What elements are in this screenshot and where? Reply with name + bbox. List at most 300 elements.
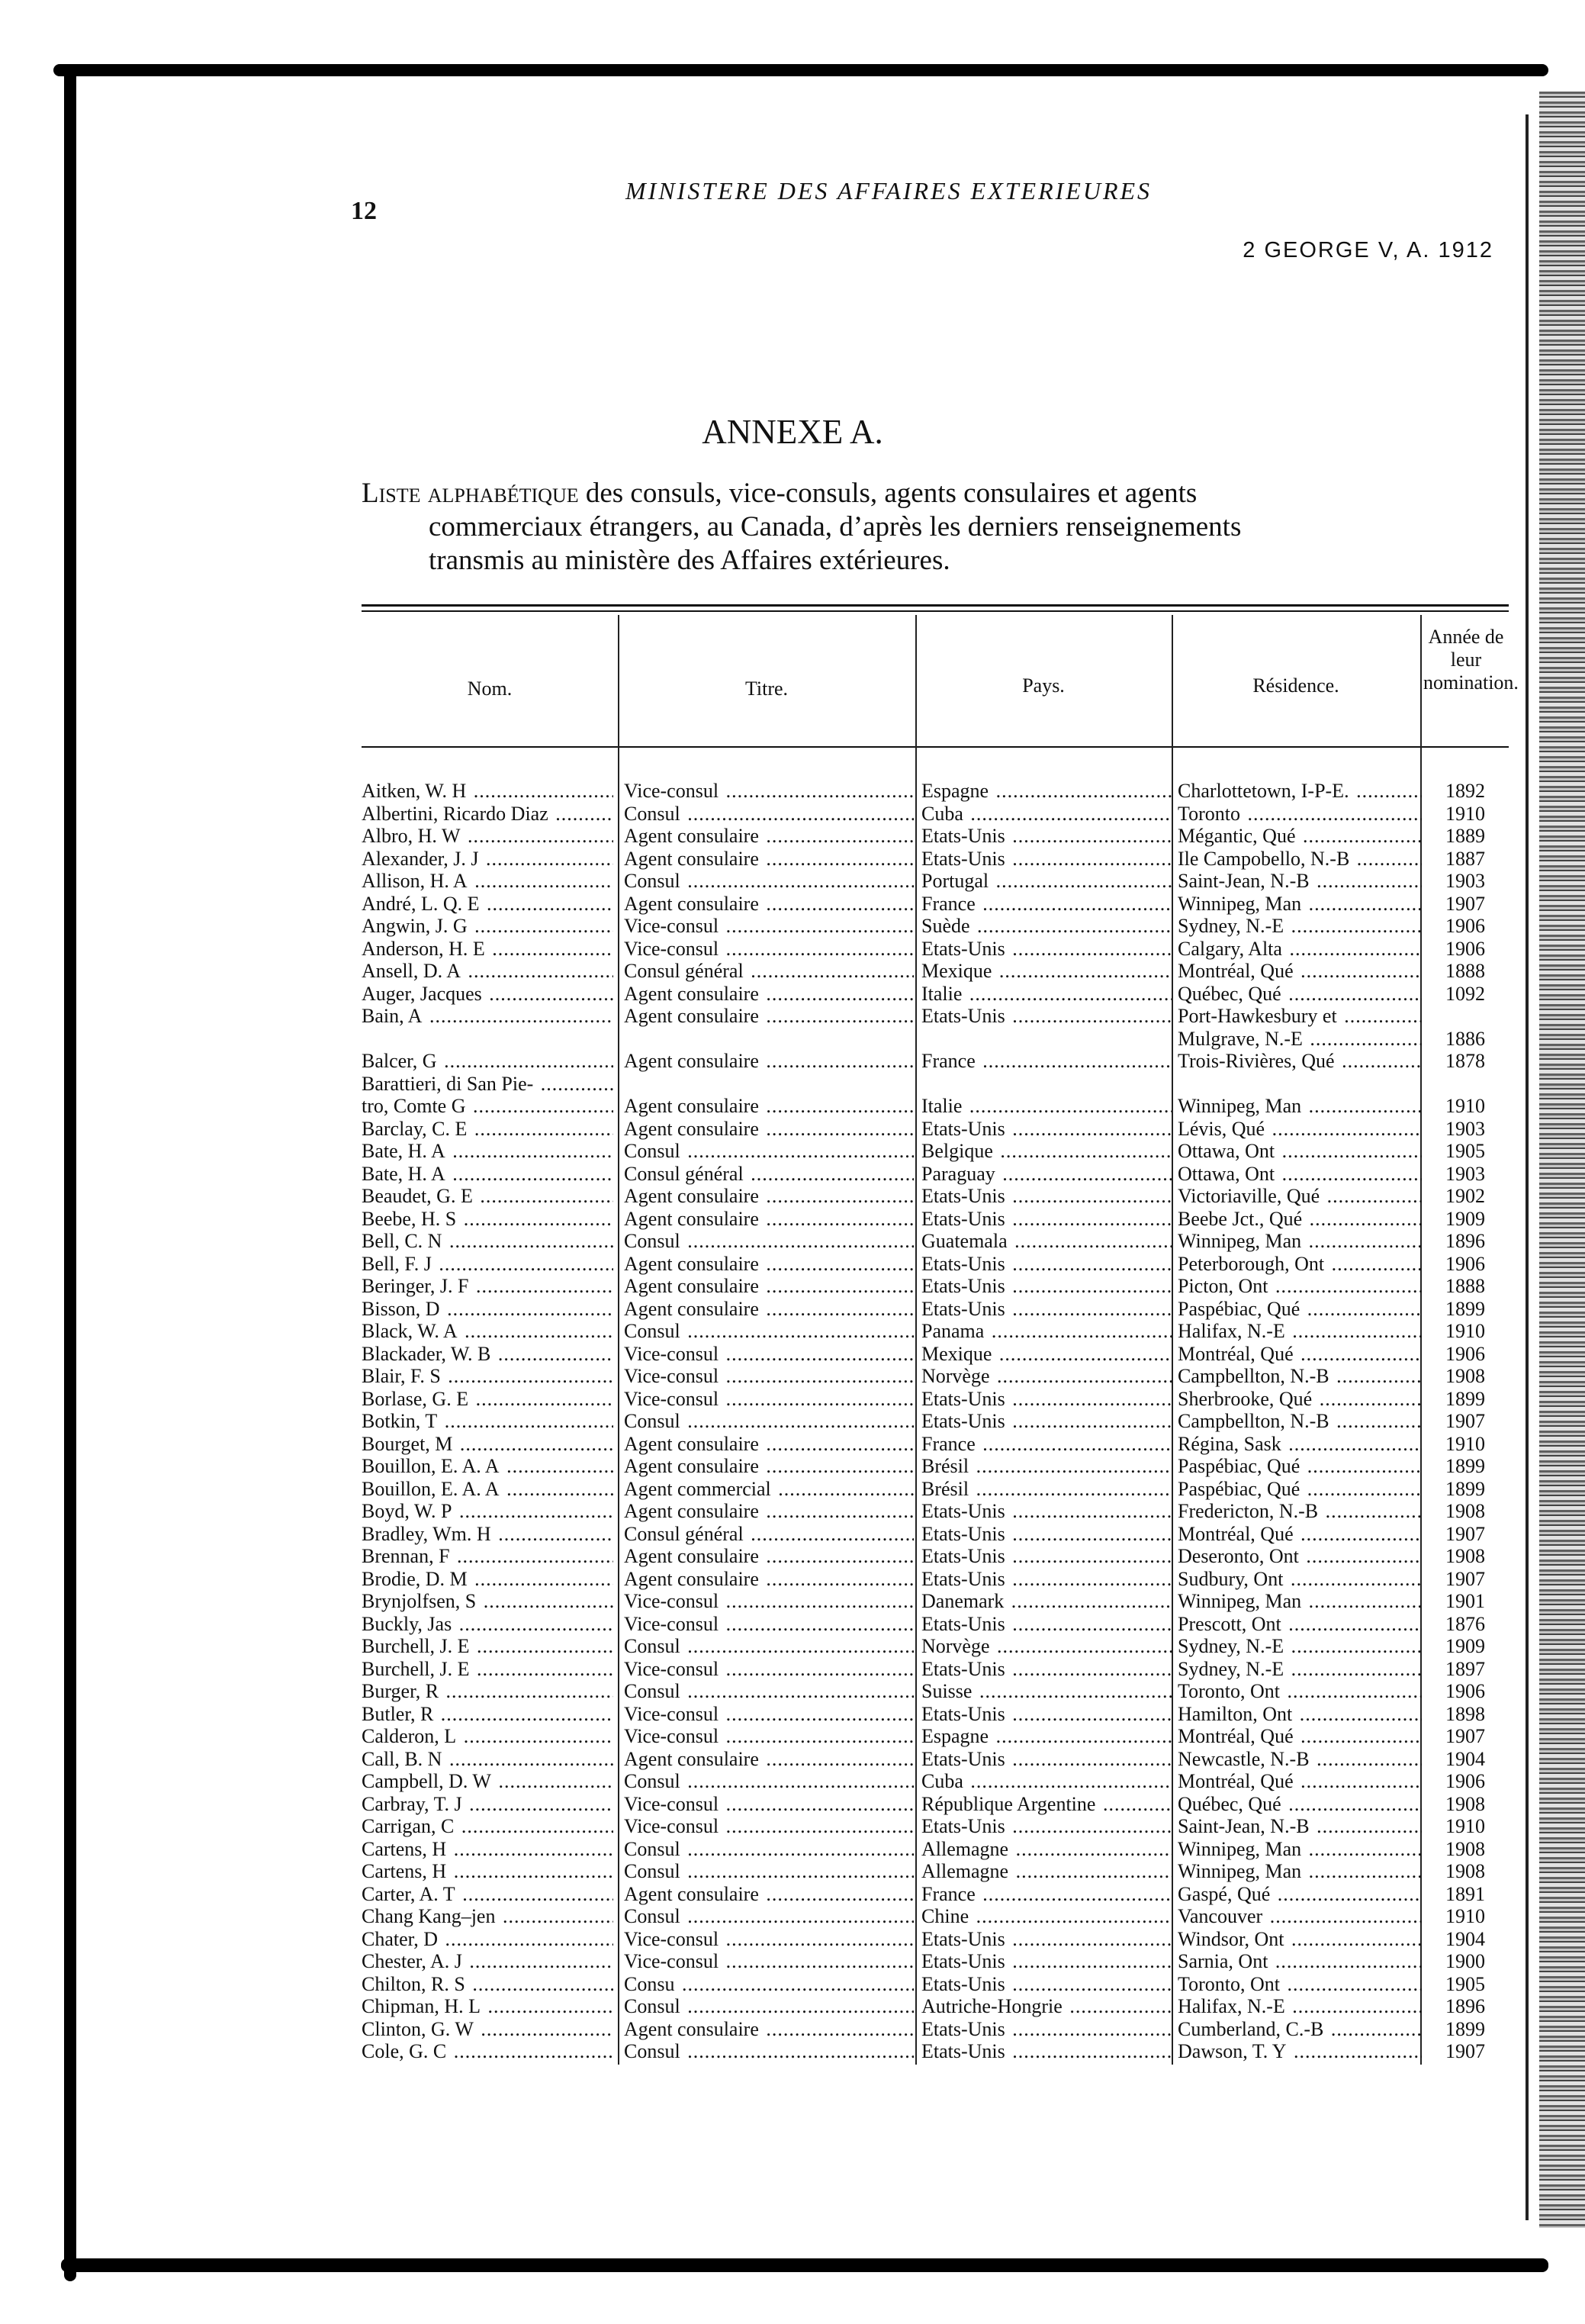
cell-residence	[1178, 1635, 1422, 1658]
cell-nom	[362, 1005, 613, 1028]
cell-annee-text: 1905	[1445, 1972, 1485, 1995]
cell-nom-text: Angwin, J. G	[362, 915, 468, 937]
cell-titre	[624, 780, 914, 803]
cell-titre	[624, 1950, 914, 1973]
cell-annee-text: 1910	[1445, 1320, 1485, 1342]
scan-border-bottom	[61, 2258, 1548, 2272]
cell-residence-text: Ottawa, Ont	[1178, 1162, 1275, 1185]
cell-pays-text: Chine	[921, 1905, 969, 1927]
cell-annee	[1423, 1950, 1509, 1973]
cell-titre	[624, 1680, 914, 1703]
cell-annee	[1423, 938, 1509, 961]
cell-pays	[921, 848, 1172, 871]
cell-pays-text: Etats-Unis	[921, 1522, 1005, 1545]
cell-nom-text: Albertini, Ricardo Diaz	[362, 802, 548, 825]
cell-residence-text: Montréal, Qué	[1178, 960, 1294, 982]
cell-nom-text: Alexander, J. J	[362, 847, 479, 870]
cell-titre	[624, 1928, 914, 1951]
cell-pays	[921, 1770, 1172, 1793]
cell-titre-text: Agent commercial	[624, 1477, 771, 1500]
cell-annee	[1423, 1298, 1509, 1321]
cell-residence-text: Sydney, N.-E	[1178, 1657, 1284, 1680]
column-pays	[921, 780, 1172, 2063]
cell-annee-text: 1900	[1445, 1950, 1485, 1972]
cell-residence-text: Toronto, Ont	[1178, 1680, 1280, 1702]
cell-annee-text	[1465, 1073, 1467, 1095]
cell-residence	[1178, 1815, 1422, 1838]
cell-residence-text	[1178, 1073, 1179, 1095]
cell-annee-text: 1904	[1445, 1927, 1485, 1950]
cell-annee	[1423, 1388, 1509, 1411]
cell-annee-text: 1888	[1445, 960, 1485, 982]
cell-residence	[1178, 1680, 1422, 1703]
cell-annee	[1423, 1748, 1509, 1771]
cell-nom	[362, 2040, 613, 2063]
cell-annee-text: 1092	[1445, 982, 1485, 1005]
cell-nom	[362, 803, 613, 826]
cell-pays-text: Etats-Unis	[921, 2040, 1005, 2062]
cell-annee-text: 1906	[1445, 937, 1485, 960]
cell-titre	[624, 1793, 914, 1816]
cell-residence-text: Winnipeg, Man	[1178, 1590, 1302, 1612]
cell-nom-text: Chipman, H. L	[362, 1995, 481, 2017]
cell-pays	[921, 1118, 1172, 1141]
cell-nom	[362, 1725, 613, 1748]
cell-annee	[1423, 1905, 1509, 1928]
cell-annee-text: 1909	[1445, 1635, 1485, 1657]
cell-nom-text: Brynjolfsen, S	[362, 1590, 477, 1612]
cell-titre-text: Agent consulaire	[624, 1432, 759, 1455]
cell-residence	[1178, 983, 1422, 1006]
cell-annee	[1423, 825, 1509, 848]
cell-pays-text: Etats-Unis	[921, 1252, 1005, 1275]
cell-pays	[921, 1523, 1172, 1546]
cell-nom-text: Ansell, D. A	[362, 960, 461, 982]
cell-titre-text: Consul général	[624, 1522, 744, 1545]
cell-pays-text: Portugal	[921, 870, 989, 892]
cell-pays	[921, 1815, 1172, 1838]
cell-titre	[624, 1095, 914, 1118]
cell-pays	[921, 1140, 1172, 1163]
cell-annee	[1423, 1590, 1509, 1613]
cell-pays	[921, 1680, 1172, 1703]
cell-titre-text: Agent consulaire	[624, 892, 759, 915]
cell-nom-text: Brennan, F	[362, 1545, 450, 1567]
cell-titre	[624, 1455, 914, 1478]
cell-pays-text: Cuba	[921, 802, 963, 825]
cell-nom-text: Bell, C. N	[362, 1230, 442, 1252]
cell-pays-text: France	[921, 892, 976, 915]
cell-residence	[1178, 1365, 1422, 1388]
cell-pays	[921, 1928, 1172, 1951]
cell-annee-text: 1903	[1445, 870, 1485, 892]
cell-annee	[1423, 780, 1509, 803]
cell-nom-text: Cartens, H	[362, 1860, 447, 1882]
cell-titre-text: Consul	[624, 2040, 680, 2062]
cell-annee	[1423, 1658, 1509, 1681]
cell-titre-text: Consul	[624, 802, 680, 825]
cell-annee-text: 1910	[1445, 1432, 1485, 1455]
cell-nom-text: Bouillon, E. A. A	[362, 1477, 500, 1500]
cell-residence-text: Hamilton, Ont	[1178, 1702, 1293, 1725]
cell-pays-text: Paraguay	[921, 1162, 995, 1185]
column-annee	[1423, 780, 1509, 2063]
cell-annee	[1423, 960, 1509, 983]
cell-residence	[1178, 1005, 1422, 1028]
cell-pays	[921, 1860, 1172, 1883]
cell-annee-text: 1907	[1445, 1410, 1485, 1432]
cell-annee-text: 1910	[1445, 1815, 1485, 1837]
cell-annee-text: 1903	[1445, 1162, 1485, 1185]
cell-pays-text: Espagne	[921, 1725, 989, 1747]
cell-nom	[362, 1568, 613, 1591]
cell-nom-text: Clinton, G. W	[362, 2017, 474, 2040]
cell-titre	[624, 915, 914, 938]
cell-annee	[1423, 1883, 1509, 1906]
header-titre: Titre.	[744, 678, 789, 700]
cell-titre-text: Consul général	[624, 1162, 744, 1185]
cell-pays	[921, 1320, 1172, 1343]
cell-nom-text: Campbell, D. W	[362, 1770, 491, 1792]
cell-titre	[624, 1815, 914, 1838]
cell-nom-text: Burchell, J. E	[362, 1635, 470, 1657]
cell-annee-text: 1906	[1445, 1770, 1485, 1792]
cell-pays	[921, 1050, 1172, 1073]
cell-residence	[1178, 1568, 1422, 1591]
cell-titre	[624, 848, 914, 871]
cell-residence-text: Vancouver	[1178, 1905, 1263, 1927]
cell-nom-text: Carrigan, C	[362, 1815, 455, 1837]
cell-annee	[1423, 1635, 1509, 1658]
cell-nom	[362, 848, 613, 871]
cell-residence-text: Calgary, Alta	[1178, 937, 1282, 960]
cell-pays	[921, 1185, 1172, 1208]
cell-nom	[362, 1275, 613, 1298]
cell-annee	[1423, 1838, 1509, 1861]
cell-residence-text: Régina, Sask	[1178, 1432, 1281, 1455]
cell-annee	[1423, 1770, 1509, 1793]
cell-titre	[624, 2018, 914, 2041]
cell-titre-text: Vice-consul	[624, 915, 719, 937]
header-nom: Nom.	[467, 678, 513, 700]
cell-pays-text: Etats-Unis	[921, 1972, 1005, 1995]
cell-annee-text: 1907	[1445, 1725, 1485, 1747]
cell-residence	[1178, 1748, 1422, 1771]
cell-titre-text: Vice-consul	[624, 1387, 719, 1410]
cell-nom-text: Burchell, J. E	[362, 1657, 470, 1680]
cell-nom	[362, 2018, 613, 2041]
cell-annee	[1423, 1433, 1509, 1456]
cell-nom-text: Barclay, C. E	[362, 1117, 468, 1140]
cell-annee	[1423, 1455, 1509, 1478]
cell-annee-text: 1889	[1445, 825, 1485, 847]
cell-pays-text: Norvège	[921, 1635, 990, 1657]
cell-pays	[921, 960, 1172, 983]
cell-pays-text: Norvège	[921, 1365, 990, 1387]
cell-annee	[1423, 1613, 1509, 1636]
cell-titre	[624, 1545, 914, 1568]
cell-pays-text: Italie	[921, 982, 963, 1005]
cell-pays	[921, 2018, 1172, 2041]
cell-annee	[1423, 1253, 1509, 1276]
cell-pays	[921, 1433, 1172, 1456]
cell-residence-text: Sherbrooke, Qué	[1178, 1387, 1313, 1410]
cell-residence	[1178, 915, 1422, 938]
cell-nom-text: Bell, F. J	[362, 1252, 432, 1275]
cell-titre-text: Agent consulaire	[624, 1297, 759, 1320]
cell-residence-text: Trois-Rivières, Qué	[1178, 1050, 1335, 1072]
cell-residence-text: Sarnia, Ont	[1178, 1950, 1268, 1972]
cell-annee	[1423, 803, 1509, 826]
cell-nom-text: Chilton, R. S	[362, 1972, 465, 1995]
cell-annee	[1423, 1973, 1509, 1996]
cell-nom	[362, 1590, 613, 1613]
cell-annee	[1423, 893, 1509, 916]
intro-lead: Liste alphabétique	[362, 478, 579, 509]
column-divider	[618, 615, 619, 2065]
cell-annee	[1423, 1365, 1509, 1388]
cell-pays	[921, 1005, 1172, 1028]
cell-pays-text: Etats-Unis	[921, 2017, 1005, 2040]
cell-pays-text: Cuba	[921, 1770, 963, 1792]
cell-nom-text: Bradley, Wm. H	[362, 1522, 491, 1545]
cell-annee-text: 1908	[1445, 1365, 1485, 1387]
cell-titre	[624, 1230, 914, 1253]
cell-residence	[1178, 1658, 1422, 1681]
cell-residence	[1178, 1073, 1422, 1096]
cell-nom	[362, 780, 613, 803]
cell-pays	[921, 1275, 1172, 1298]
cell-nom-text: Beringer, J. F	[362, 1275, 469, 1297]
cell-residence-text: Picton, Ont	[1178, 1275, 1268, 1297]
cell-pays-text: Suède	[921, 915, 970, 937]
cell-residence	[1178, 1095, 1422, 1118]
cell-pays	[921, 825, 1172, 848]
cell-titre-text: Consul	[624, 1680, 680, 1702]
cell-annee-text: 1907	[1445, 892, 1485, 915]
cell-titre	[624, 1118, 914, 1141]
cell-nom	[362, 960, 613, 983]
cell-residence-text: Prescott, Ont	[1178, 1612, 1281, 1635]
intro-rest: des consuls, vice-consuls, agents consulaires et agents	[578, 478, 1198, 509]
cell-residence	[1178, 960, 1422, 983]
cell-residence-text: Québec, Qué	[1178, 982, 1281, 1005]
cell-annee	[1423, 1140, 1509, 1163]
cell-nom	[362, 1613, 613, 1636]
cell-residence	[1178, 1995, 1422, 2018]
cell-pays	[921, 1838, 1172, 1861]
cell-annee-text: 1888	[1445, 1275, 1485, 1297]
cell-annee	[1423, 915, 1509, 938]
cell-annee-text: 1906	[1445, 1252, 1485, 1275]
cell-titre-text: Vice-consul	[624, 1612, 719, 1635]
cell-titre	[624, 1500, 914, 1523]
cell-pays	[921, 1703, 1172, 1726]
cell-annee-text: 1897	[1445, 1657, 1485, 1680]
cell-nom-text: Cole, G. C	[362, 2040, 447, 2062]
cell-nom-text: André, L. Q. E	[362, 892, 480, 915]
cell-pays	[921, 915, 1172, 938]
cell-pays	[921, 1793, 1172, 1816]
cell-titre	[624, 1433, 914, 1456]
cell-pays	[921, 1725, 1172, 1748]
cell-residence-text: Montréal, Qué	[1178, 1342, 1294, 1365]
cell-titre	[624, 825, 914, 848]
cell-nom-text: Bate, H. A	[362, 1162, 445, 1185]
cell-nom	[362, 1455, 613, 1478]
cell-pays-text: Brésil	[921, 1477, 969, 1500]
cell-nom-text: Burger, R	[362, 1680, 439, 1702]
cell-titre	[624, 1613, 914, 1636]
cell-titre-text: Vice-consul	[624, 1365, 719, 1387]
cell-titre	[624, 960, 914, 983]
cell-residence-text: Winnipeg, Man	[1178, 1095, 1302, 1117]
cell-pays-text: France	[921, 1882, 976, 1905]
cell-residence	[1178, 1613, 1422, 1636]
intro-line-3: transmis au ministère des Affaires extérieures.	[429, 545, 950, 576]
cell-nom-text: Call, B. N	[362, 1747, 442, 1770]
cell-annee	[1423, 1050, 1509, 1073]
cell-nom-text: Blackader, W. B	[362, 1342, 491, 1365]
cell-titre-text: Agent consulaire	[624, 847, 759, 870]
cell-annee	[1423, 1793, 1509, 1816]
cell-nom	[362, 1860, 613, 1883]
cell-nom-text: Balcer, G	[362, 1050, 437, 1072]
cell-titre-text: Vice-consul	[624, 1950, 719, 1972]
cell-pays-text: Etats-Unis	[921, 1815, 1005, 1837]
cell-annee	[1423, 1410, 1509, 1433]
cell-titre-text: Consul	[624, 1140, 680, 1162]
cell-nom	[362, 1365, 613, 1388]
cell-residence	[1178, 1703, 1422, 1726]
column-divider	[1172, 615, 1173, 2065]
cell-titre-text: Vice-consul	[624, 780, 719, 802]
cell-titre	[624, 1725, 914, 1748]
cell-nom-text: Brodie, D. M	[362, 1567, 468, 1590]
cell-annee	[1423, 1275, 1509, 1298]
scan-border-left	[64, 69, 76, 2281]
cell-residence	[1178, 1185, 1422, 1208]
cell-titre	[624, 803, 914, 826]
cell-nom	[362, 983, 613, 1006]
cell-residence-text: Toronto	[1178, 802, 1240, 825]
cell-annee-text: 1898	[1445, 1702, 1485, 1725]
cell-pays	[921, 1658, 1172, 1681]
cell-residence-text: Saint-Jean, N.-B	[1178, 1815, 1310, 1837]
cell-residence	[1178, 1163, 1422, 1186]
cell-pays-text: Etats-Unis	[921, 1185, 1005, 1207]
cell-residence-text: Winnipeg, Man	[1178, 1837, 1302, 1860]
cell-titre	[624, 1410, 914, 1433]
cell-residence	[1178, 1928, 1422, 1951]
cell-annee	[1423, 1680, 1509, 1703]
cell-titre-text: Consul général	[624, 960, 744, 982]
cell-nom-text: Auger, Jacques	[362, 982, 482, 1005]
cell-titre-text: Agent consulaire	[624, 1185, 759, 1207]
cell-annee	[1423, 1028, 1509, 1051]
cell-titre-text: Vice-consul	[624, 1657, 719, 1680]
cell-residence	[1178, 1545, 1422, 1568]
cell-residence-text: Victoriaville, Qué	[1178, 1185, 1320, 1207]
header-residence: Résidence.	[1252, 674, 1339, 697]
cell-nom	[362, 1658, 613, 1681]
cell-annee-text: 1886	[1445, 1027, 1485, 1050]
cell-titre-text: Agent consulaire	[624, 1567, 759, 1590]
cell-annee-text: 1896	[1445, 1995, 1485, 2017]
cell-pays	[921, 2040, 1172, 2063]
cell-nom	[362, 1770, 613, 1793]
cell-annee-text: 1908	[1445, 1792, 1485, 1815]
cell-nom	[362, 1995, 613, 2018]
cell-pays	[921, 1208, 1172, 1231]
cell-nom	[362, 1343, 613, 1366]
cell-residence	[1178, 1410, 1422, 1433]
cell-pays-text: France	[921, 1050, 976, 1072]
cell-nom	[362, 1928, 613, 1951]
cell-residence	[1178, 1388, 1422, 1411]
cell-nom	[362, 1410, 613, 1433]
cell-titre-text: Vice-consul	[624, 1815, 719, 1837]
cell-nom	[362, 1230, 613, 1253]
cell-residence	[1178, 1320, 1422, 1343]
cell-annee	[1423, 1523, 1509, 1546]
cell-pays	[921, 803, 1172, 826]
cell-pays	[921, 983, 1172, 1006]
cell-titre-text: Agent consulaire	[624, 1207, 759, 1230]
cell-nom-text: Blair, F. S	[362, 1365, 441, 1387]
cell-pays	[921, 1478, 1172, 1501]
cell-nom-text: Boyd, W. P	[362, 1500, 452, 1522]
cell-residence	[1178, 1973, 1422, 1996]
cell-annee-text: 1910	[1445, 1095, 1485, 1117]
cell-residence	[1178, 780, 1422, 803]
cell-annee-text: 1899	[1445, 1455, 1485, 1477]
cell-pays	[921, 1883, 1172, 1906]
cell-titre-text: Consul	[624, 1635, 680, 1657]
cell-pays	[921, 1298, 1172, 1321]
cell-nom	[362, 1545, 613, 1568]
cell-pays-text: Etats-Unis	[921, 1747, 1005, 1770]
cell-nom-text	[362, 1028, 363, 1050]
cell-titre-text: Agent consulaire	[624, 1005, 759, 1027]
cell-pays-text: Mexique	[921, 1342, 992, 1365]
cell-pays	[921, 1388, 1172, 1411]
cell-titre	[624, 1973, 914, 1996]
cell-pays-text: Etats-Unis	[921, 1410, 1005, 1432]
cell-titre-text: Consul	[624, 1770, 680, 1792]
cell-nom	[362, 1883, 613, 1906]
cell-pays-text: Mexique	[921, 960, 992, 982]
cell-nom	[362, 1208, 613, 1231]
cell-residence-text: Saint-Jean, N.-B	[1178, 870, 1310, 892]
cell-pays-text: Belgique	[921, 1140, 993, 1162]
cell-nom	[362, 870, 613, 893]
cell-annee	[1423, 1163, 1509, 1186]
cell-pays	[921, 1973, 1172, 1996]
cell-titre	[624, 1275, 914, 1298]
page-number: 12	[351, 197, 377, 225]
cell-annee	[1423, 1185, 1509, 1208]
cell-annee-text	[1465, 1005, 1467, 1027]
cell-residence-text: Cumberland, C.-B	[1178, 2017, 1324, 2040]
cell-titre	[624, 1320, 914, 1343]
cell-pays-text: Etats-Unis	[921, 1297, 1005, 1320]
cell-residence-text: Peterborough, Ont	[1178, 1252, 1325, 1275]
cell-nom	[362, 1253, 613, 1276]
running-title: MINISTERE DES AFFAIRES EXTERIEURES	[625, 177, 1153, 204]
cell-annee	[1423, 1500, 1509, 1523]
cell-titre-text: Consul	[624, 870, 680, 892]
